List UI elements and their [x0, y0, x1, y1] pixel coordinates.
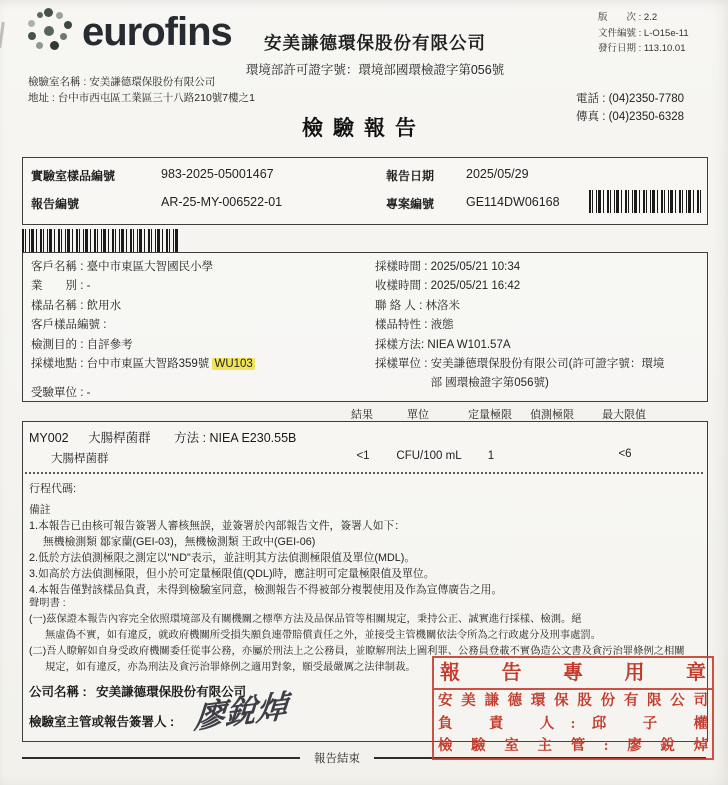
sampling-time-row: 採樣時間 : 2025/05/21 10:34: [375, 261, 521, 273]
signature-handwriting: 廖銳焯: [193, 688, 289, 736]
end-line-left: [22, 757, 300, 759]
loq-value: 1: [487, 450, 495, 462]
declaration-line: (二)吾人瞭解如自身受政府機關委任從事公務，亦屬於刑法上之公務員，並瞭解刑法上圖利罪、公務員登載不實偽造公文書及貪污治罪條例之相關: [29, 646, 685, 657]
note-line: 2.低於方法偵測極限之測定以"ND"表示，並註明其方法偵測極限值及單位(MDL)。: [29, 552, 416, 564]
stamp-title: 報告專用章: [434, 658, 712, 690]
sample-barcode: [22, 229, 178, 252]
sample-info-right-column: [375, 258, 671, 394]
sample-state-row: 樣品特性 : 液態: [375, 319, 454, 332]
report-title: 檢驗報告: [302, 117, 426, 140]
note-line: 4.本報告僅對該樣品負責，未得到檢驗室同意，檢測報告不得被部分複製使用及作為宣傳廣告之用。: [29, 584, 503, 596]
project-barcode: [589, 190, 701, 213]
declaration-title: 聲明書 :: [29, 598, 66, 609]
signer-label: 檢驗室主管或報告簽署人 :: [29, 715, 175, 729]
sample-info-left-column: [31, 258, 255, 404]
trip-code-label: 行程代碼:: [29, 483, 77, 495]
sample-info-box: [22, 252, 708, 402]
sampling-unit-row: 採樣單位 : 安美謙德環保股份有限公司(許可證字號：環境部 國環檢證字第056號): [375, 358, 665, 390]
lab-address-line: 地址 : 台中市西屯區工業區三十八路210號7樓之1: [28, 92, 255, 104]
report-no-value: AR-25-MY-006522-01: [161, 195, 283, 209]
report-no-label: 報告編號: [31, 197, 80, 211]
tested-unit-row: 受驗單位 : -: [31, 387, 91, 400]
test-purpose-row: 檢測目的 : 自評參考: [31, 338, 133, 351]
sampling-method-row: 採樣方法: NIEA W101.57A: [375, 338, 511, 351]
phone-line: 電話 : (04)2350-7780: [576, 93, 685, 105]
lab-name-line: 檢驗室名稱 : 安美謙德環保股份有限公司: [28, 76, 216, 88]
max-limit-value: <6: [618, 448, 632, 460]
col-loq: 定量極限: [468, 409, 512, 421]
customer-sample-no-row: 客戶樣品編號 :: [31, 319, 107, 332]
industry-row: 業 別 : -: [31, 280, 91, 293]
unit-value: CFU/100 mL: [396, 450, 462, 462]
report-date-label: 報告日期: [386, 169, 435, 183]
declaration-line: 規定，如有違反，亦為刑法及貪污治罪條例之適用對象，願受最嚴厲之法律制裁。: [45, 662, 416, 673]
customer-name-row: 客戶名稱 : 臺中市東區大智國民小學: [31, 261, 214, 273]
meta-version: 版 次 : 2.2: [598, 12, 658, 23]
highlighted-room-code: WU103: [214, 358, 253, 371]
test-method: 方法 : NIEA E230.55B: [174, 431, 297, 445]
end-of-report-text: 報告結束: [314, 753, 360, 765]
test-group-line: [29, 428, 296, 446]
col-unit: 單位: [407, 409, 429, 421]
test-group-name: 大腸桿菌群: [88, 431, 151, 445]
lab-info: [28, 74, 255, 106]
report-id-box: [22, 157, 708, 225]
result-value: <1: [356, 450, 370, 462]
notes-title: 備註: [29, 504, 51, 516]
stamp-lab-manager: 檢驗室主管:廖銳焯: [438, 738, 708, 754]
report-seal-stamp: [432, 656, 714, 760]
stamp-owner: 負 責 人:邱 子 權: [438, 716, 708, 732]
project-no-value: GE114DW06168: [466, 195, 560, 209]
declaration-line: 無虛偽不實，如有違反，就政府機關所受損失願負連帶賠償責任之外，並接受主管機關依法令所為之行政處分及刑事處罰。: [45, 630, 602, 641]
fax-line: 傳真 : (04)2350-6328: [576, 111, 685, 123]
receipt-time-row: 收樣時間 : 2025/05/21 16:42: [375, 280, 521, 293]
scan-artifact: [0, 22, 5, 48]
project-no-label: 專案編號: [386, 197, 435, 211]
lab-sample-no-label: 實驗室樣品編號: [31, 169, 116, 183]
meta-doc-no: 文件編號 : L-O15e-11: [598, 27, 689, 39]
eurofins-logo-text: eurofins: [82, 10, 232, 54]
note-line: 1.本報告已由核可報告簽署人審核無誤，並簽署於內部報告文件，簽署人如下：: [29, 520, 406, 532]
notes-section: [29, 502, 699, 598]
col-result: 結果: [351, 409, 373, 421]
dotted-separator: [25, 472, 703, 474]
sample-name-row: 樣品名稱 : 飲用水: [31, 299, 122, 312]
contact-person-row: 聯 絡 人 : 林洛米: [375, 299, 460, 312]
company-heading: [180, 30, 570, 78]
note-line-signers: 無機檢測類 鄒家蘭(GEI-03)，無機檢測類 王政中(GEI-06): [43, 536, 316, 548]
lab-sample-no-value: 983-2025-05001467: [161, 167, 274, 181]
col-max-limit: 最大限值: [602, 409, 646, 421]
stamp-company: 安美謙德環保股份有限公司: [438, 693, 708, 709]
analyte-name: 大腸桿菌群: [51, 453, 109, 465]
test-group-code: MY002: [29, 431, 69, 445]
company-name: 安美謙德環保股份有限公司: [264, 33, 486, 53]
col-mdl: 偵測極限: [530, 409, 574, 421]
declaration-line: (一)茲保證本報告內容完全依照環境部及有關機關之標準方法及品保品管等相關規定，秉持公正、誠實進行採樣、檢測。絕: [29, 614, 582, 625]
sampling-site-row: 採樣地點 : 台中市東區大智路359號 WU103: [31, 358, 253, 371]
company-name-line: 公司名稱 : 安美謙德環保股份有限公司: [29, 685, 247, 699]
note-line: 3.如高於方法偵測極限，但小於可定量極限值(QDL)時，應註明可定量極限值及單位。: [29, 568, 435, 580]
meta-issue-date: 發行日期 : 113.10.01: [598, 43, 686, 54]
report-date-value: 2025/05/29: [466, 167, 529, 181]
eurofins-dots-icon: [26, 8, 74, 56]
document-meta: [598, 10, 689, 57]
permit-number: 環境部許可證字號：環境部國環檢證字第056號: [245, 63, 505, 77]
